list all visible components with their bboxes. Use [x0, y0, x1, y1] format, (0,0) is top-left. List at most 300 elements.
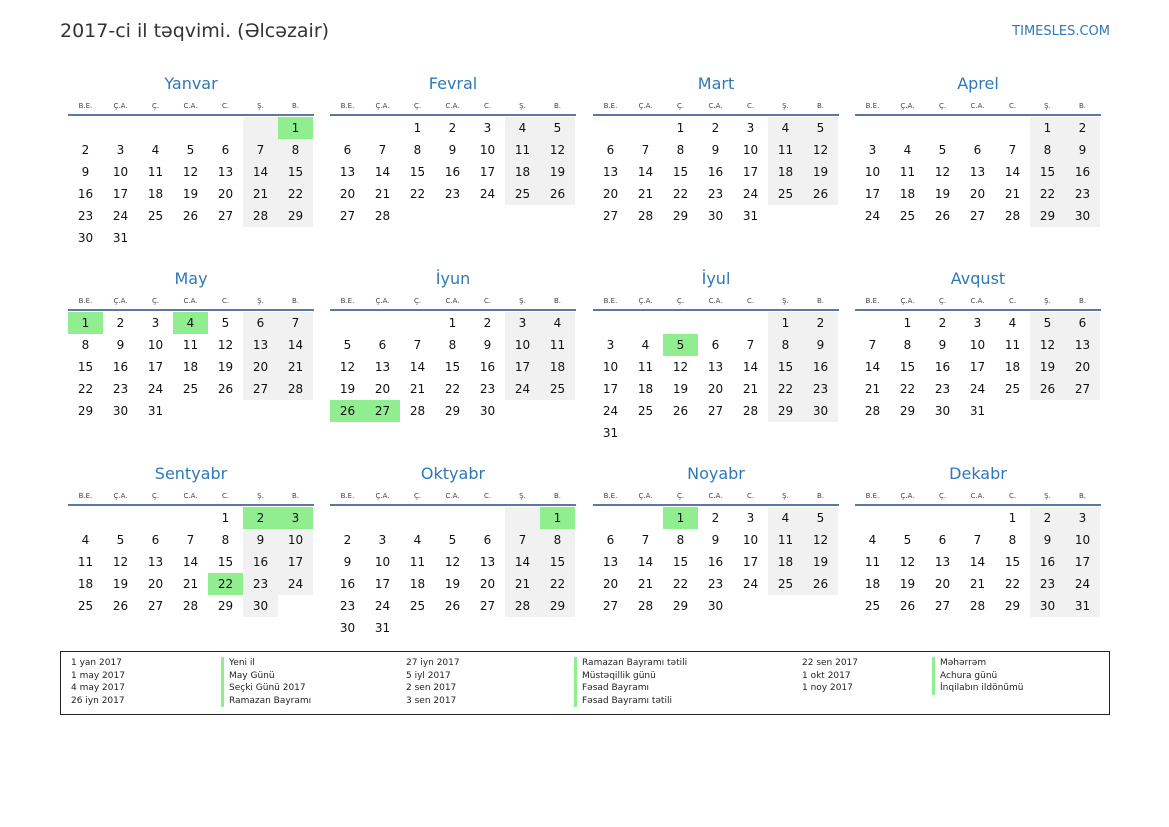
day-grid [855, 507, 1101, 617]
month-9 [68, 463, 314, 617]
day-cell: 3 [116, 143, 125, 157]
month-name: Sentyabr [154, 464, 228, 483]
weekday-label: Ç.A. [638, 492, 653, 500]
day-cell: 6 [151, 533, 160, 547]
day-cell: 20 [374, 382, 391, 396]
day-cell: 21 [278, 356, 313, 378]
day-cell: 9 [243, 529, 278, 551]
weekday-label: C. [746, 297, 755, 305]
day-cell: 1 [448, 316, 457, 330]
day-cell: 4 [868, 533, 877, 547]
month-name: Mart [697, 74, 735, 93]
day-cell: 26 [217, 382, 234, 396]
day-cell: 31 [969, 404, 986, 418]
day-cell: 23 [339, 599, 356, 613]
day-cell: 2 [116, 316, 125, 330]
day-cell: 28 [505, 595, 540, 617]
day-cell: 27 [339, 209, 356, 223]
day-cell: 14 [864, 360, 881, 374]
month-name: İyun [435, 269, 471, 288]
day-cell: 6 [221, 143, 230, 157]
day-cell: 19 [217, 360, 234, 374]
day-cell: 18 [899, 187, 916, 201]
weekday-label: B.E. [340, 102, 355, 110]
day-cell: 20 [934, 577, 951, 591]
day-cell: 14 [1004, 165, 1021, 179]
weekday-label: Ş. [1044, 492, 1051, 500]
day-cell: 27 [147, 599, 164, 613]
day-cell: 18 [1004, 360, 1021, 374]
day-cell: 6 [483, 533, 492, 547]
day-cell: 16 [112, 360, 129, 374]
month-name: Aprel [957, 74, 999, 93]
weekday-label: C.A. [970, 297, 985, 305]
day-cell: 15 [672, 555, 689, 569]
empty-cell [208, 117, 243, 139]
day-cell: 11 [864, 555, 881, 569]
legend-date: 22 sen 2017 [802, 658, 859, 668]
day-cell: 2 [448, 121, 457, 135]
day-cell: 17 [602, 382, 619, 396]
day-cell: 2 [81, 143, 90, 157]
empty-cell [365, 312, 400, 334]
day-cell: 24 [505, 378, 540, 400]
empty-cell [173, 117, 208, 139]
empty-cell [593, 312, 628, 334]
month-name: Oktyabr [420, 464, 486, 483]
day-cell: 15 [540, 551, 575, 573]
day-cell: 24 [742, 577, 759, 591]
weekday-label: Ç.A. [375, 102, 390, 110]
weekday-label: Ç. [938, 297, 947, 305]
legend-holiday-name: Fəsad Bayramı [574, 682, 649, 695]
empty-cell [365, 507, 400, 529]
day-cell: 4 [768, 507, 803, 529]
weekday-header [855, 488, 1101, 506]
brand-link[interactable]: TIMESLES.COM [1012, 24, 1110, 39]
day-cell: 22 [409, 187, 426, 201]
day-cell: 5 [540, 117, 575, 139]
day-cell: 26 [672, 404, 689, 418]
day-cell: 6 [711, 338, 720, 352]
weekday-label: B. [553, 492, 562, 500]
empty-cell [628, 507, 663, 529]
day-cell: 29 [1030, 205, 1065, 227]
day-cell: 13 [339, 165, 356, 179]
weekday-header [68, 488, 314, 506]
day-cell: 20 [969, 187, 986, 201]
day-cell: 12 [182, 165, 199, 179]
day-cell: 16 [444, 165, 461, 179]
day-cell: 8 [1030, 139, 1065, 161]
legend-holiday-name: Ramazan Bayramı [221, 695, 311, 708]
weekday-label: C.A. [445, 297, 460, 305]
day-cell: 2 [938, 316, 947, 330]
holiday-cell: 1 [278, 117, 313, 139]
day-cell: 11 [505, 139, 540, 161]
day-cell: 21 [637, 577, 654, 591]
day-cell: 23 [1030, 573, 1065, 595]
weekday-header [330, 488, 576, 506]
day-cell: 7 [641, 533, 650, 547]
day-cell: 23 [243, 573, 278, 595]
day-cell: 21 [742, 382, 759, 396]
weekday-label: Ç. [413, 297, 422, 305]
day-cell: 9 [116, 338, 125, 352]
day-cell: 30 [1030, 595, 1065, 617]
day-cell: 2 [711, 511, 720, 525]
day-cell: 2 [343, 533, 352, 547]
day-cell: 15 [444, 360, 461, 374]
day-cell: 13 [479, 555, 496, 569]
weekday-label: Ş. [257, 102, 264, 110]
day-cell: 14 [182, 555, 199, 569]
day-cell: 2 [803, 312, 838, 334]
weekday-label: Ş. [519, 492, 526, 500]
weekday-label: B.E. [603, 297, 618, 305]
day-cell: 20 [602, 577, 619, 591]
month-name: May [174, 269, 208, 288]
day-cell: 6 [1065, 312, 1100, 334]
legend-holiday-name: Fəsad Bayramı tətili [574, 695, 672, 708]
day-cell: 21 [864, 382, 881, 396]
day-cell: 11 [1004, 338, 1021, 352]
day-cell: 18 [768, 161, 803, 183]
empty-cell [68, 117, 103, 139]
day-cell: 26 [540, 183, 575, 205]
day-cell: 26 [1030, 378, 1065, 400]
weekday-label: B. [291, 297, 300, 305]
day-cell: 24 [864, 209, 881, 223]
legend-date: 1 okt 2017 [802, 670, 851, 681]
day-cell: 19 [934, 187, 951, 201]
month-name: Fevral [428, 74, 478, 93]
day-cell: 24 [602, 404, 619, 418]
day-cell: 13 [934, 555, 951, 569]
day-cell: 15 [768, 356, 803, 378]
month-12 [855, 463, 1101, 617]
weekday-label: B.E. [340, 297, 355, 305]
legend-holiday-name: Seçki Günü 2017 [221, 682, 306, 695]
day-cell: 15 [77, 360, 94, 374]
weekday-label: B. [553, 297, 562, 305]
empty-cell [698, 312, 733, 334]
empty-cell [925, 117, 960, 139]
day-cell: 22 [540, 573, 575, 595]
day-cell: 27 [934, 599, 951, 613]
legend-holiday-name: Yeni il [221, 657, 255, 670]
day-cell: 4 [641, 338, 650, 352]
day-cell: 24 [969, 382, 986, 396]
day-cell: 3 [1065, 507, 1100, 529]
day-cell: 17 [1065, 551, 1100, 573]
day-cell: 27 [602, 599, 619, 613]
day-cell: 1 [1008, 511, 1017, 525]
day-cell: 16 [77, 187, 94, 201]
legend-holiday-name: Müstəqillik günü [574, 670, 656, 683]
weekday-label: Ç. [676, 102, 685, 110]
weekday-label: C.A. [970, 492, 985, 500]
day-cell: 23 [803, 378, 838, 400]
day-cell: 26 [112, 599, 129, 613]
day-cell: 2 [483, 316, 492, 330]
weekday-label: C.A. [183, 102, 198, 110]
weekday-label: Ç.A. [900, 492, 915, 500]
legend-date: 2 sen 2017 [406, 683, 457, 693]
day-cell: 8 [221, 533, 230, 547]
day-cell: 23 [707, 577, 724, 591]
weekday-label: Ç. [938, 102, 947, 110]
weekday-label: C. [1008, 297, 1017, 305]
day-cell: 7 [868, 338, 877, 352]
day-cell: 9 [81, 165, 90, 179]
weekday-label: Ç. [676, 297, 685, 305]
day-cell: 9 [1065, 139, 1100, 161]
day-cell: 15 [899, 360, 916, 374]
day-cell: 3 [746, 511, 755, 525]
day-cell: 16 [243, 551, 278, 573]
day-cell: 1 [676, 121, 685, 135]
day-cell: 25 [540, 378, 575, 400]
weekday-label: Ç. [938, 492, 947, 500]
month-name: Yanvar [164, 74, 218, 93]
day-cell: 21 [182, 577, 199, 591]
day-cell: 16 [1030, 551, 1065, 573]
day-cell: 8 [81, 338, 90, 352]
day-grid [855, 312, 1101, 422]
day-cell: 27 [1065, 378, 1100, 400]
weekday-label: Ç.A. [375, 492, 390, 500]
day-cell: 18 [768, 551, 803, 573]
day-cell: 28 [278, 378, 313, 400]
empty-cell [960, 117, 995, 139]
day-cell: 9 [343, 555, 352, 569]
day-cell: 9 [1030, 529, 1065, 551]
weekday-label: Ş. [1044, 102, 1051, 110]
day-grid [68, 117, 314, 249]
legend-date: 3 sen 2017 [406, 695, 457, 706]
day-cell: 17 [742, 555, 759, 569]
month-4 [855, 73, 1101, 227]
weekday-header [330, 293, 576, 311]
month-7 [593, 268, 839, 444]
day-cell: 25 [768, 573, 803, 595]
day-cell: 11 [182, 338, 199, 352]
empty-cell [505, 507, 540, 529]
day-cell: 17 [374, 577, 391, 591]
empty-cell [593, 507, 628, 529]
weekday-label: Ş. [1044, 297, 1051, 305]
day-cell: 23 [1065, 183, 1100, 205]
weekday-label: Ş. [782, 492, 789, 500]
day-cell: 23 [707, 187, 724, 201]
empty-cell [925, 507, 960, 529]
empty-cell [663, 312, 698, 334]
day-cell: 7 [973, 533, 982, 547]
day-cell: 26 [182, 209, 199, 223]
weekday-label: Ç.A. [638, 297, 653, 305]
day-cell: 20 [217, 187, 234, 201]
weekday-label: B. [1078, 102, 1087, 110]
weekday-label: B. [816, 492, 825, 500]
holiday-cell: 22 [208, 573, 243, 595]
day-cell: 17 [278, 551, 313, 573]
month-1 [68, 73, 314, 249]
day-cell: 20 [602, 187, 619, 201]
day-cell: 18 [505, 161, 540, 183]
weekday-label: Ç. [151, 297, 160, 305]
day-cell: 28 [182, 599, 199, 613]
day-cell: 3 [483, 121, 492, 135]
empty-cell [628, 117, 663, 139]
day-cell: 8 [413, 143, 422, 157]
day-cell: 6 [938, 533, 947, 547]
day-cell: 28 [864, 404, 881, 418]
day-cell: 10 [505, 334, 540, 356]
empty-cell [628, 312, 663, 334]
day-cell: 29 [217, 599, 234, 613]
day-cell: 26 [803, 573, 838, 595]
day-cell: 26 [444, 599, 461, 613]
day-cell: 12 [803, 139, 838, 161]
day-cell: 12 [540, 139, 575, 161]
day-cell: 28 [742, 404, 759, 418]
empty-cell [68, 507, 103, 529]
empty-cell [890, 117, 925, 139]
day-cell: 30 [339, 621, 356, 635]
day-cell: 31 [602, 426, 619, 440]
day-cell: 25 [505, 183, 540, 205]
weekday-label: C. [746, 102, 755, 110]
day-cell: 10 [147, 338, 164, 352]
holiday-cell: 1 [663, 507, 698, 529]
day-cell: 31 [147, 404, 164, 418]
weekday-header [593, 293, 839, 311]
day-cell: 18 [409, 577, 426, 591]
empty-cell [855, 507, 890, 529]
day-cell: 16 [1065, 161, 1100, 183]
day-cell: 15 [1030, 161, 1065, 183]
empty-cell [960, 507, 995, 529]
day-cell: 27 [969, 209, 986, 223]
holiday-cell: 27 [365, 400, 400, 422]
day-cell: 13 [969, 165, 986, 179]
day-cell: 22 [444, 382, 461, 396]
day-cell: 30 [803, 400, 838, 422]
day-cell: 3 [868, 143, 877, 157]
month-10 [330, 463, 576, 639]
day-cell: 22 [899, 382, 916, 396]
month-11 [593, 463, 839, 617]
weekday-label: B.E. [78, 297, 93, 305]
day-cell: 21 [243, 183, 278, 205]
holiday-cell: 1 [68, 312, 103, 334]
day-cell: 29 [672, 209, 689, 223]
day-cell: 9 [711, 143, 720, 157]
day-cell: 10 [1065, 529, 1100, 551]
day-cell: 9 [448, 143, 457, 157]
day-cell: 11 [77, 555, 94, 569]
holiday-legend [60, 651, 1110, 715]
day-cell: 17 [112, 187, 129, 201]
day-cell: 20 [147, 577, 164, 591]
day-cell: 10 [742, 143, 759, 157]
month-name: Noyabr [687, 464, 745, 483]
day-cell: 14 [243, 161, 278, 183]
day-cell: 1 [903, 316, 912, 330]
day-cell: 13 [602, 165, 619, 179]
month-2 [330, 73, 576, 227]
day-cell: 14 [742, 360, 759, 374]
day-cell: 12 [803, 529, 838, 551]
day-cell: 27 [479, 599, 496, 613]
day-cell: 21 [969, 577, 986, 591]
legend-holiday-name: Məhərrəm [932, 657, 986, 670]
weekday-label: Ç. [413, 102, 422, 110]
day-cell: 16 [339, 577, 356, 591]
day-cell: 27 [602, 209, 619, 223]
weekday-label: B.E. [865, 102, 880, 110]
day-cell: 25 [864, 599, 881, 613]
day-cell: 19 [803, 161, 838, 183]
day-cell: 7 [378, 143, 387, 157]
day-cell: 19 [1030, 356, 1065, 378]
day-cell: 8 [1008, 533, 1017, 547]
day-cell: 13 [707, 360, 724, 374]
day-cell: 19 [803, 551, 838, 573]
day-cell: 3 [606, 338, 615, 352]
day-cell: 17 [479, 165, 496, 179]
day-cell: 8 [448, 338, 457, 352]
day-cell: 4 [903, 143, 912, 157]
day-cell: 24 [1065, 573, 1100, 595]
day-cell: 21 [1004, 187, 1021, 201]
weekday-label: B.E. [865, 492, 880, 500]
weekday-label: B.E. [78, 102, 93, 110]
day-cell: 27 [217, 209, 234, 223]
empty-cell [995, 117, 1030, 139]
day-cell: 9 [483, 338, 492, 352]
empty-cell [593, 117, 628, 139]
day-cell: 5 [803, 507, 838, 529]
day-cell: 8 [676, 143, 685, 157]
day-grid [330, 507, 576, 639]
day-cell: 23 [934, 382, 951, 396]
weekday-label: Ş. [519, 102, 526, 110]
day-cell: 13 [374, 360, 391, 374]
day-cell: 25 [1004, 382, 1021, 396]
day-cell: 14 [637, 165, 654, 179]
day-cell: 29 [899, 404, 916, 418]
day-cell: 10 [602, 360, 619, 374]
empty-cell [365, 117, 400, 139]
weekday-label: Ş. [782, 102, 789, 110]
day-cell: 3 [746, 121, 755, 135]
page-title: 2017-ci il təqvimi. (Əlcəzair) [60, 20, 330, 42]
day-cell: 4 [151, 143, 160, 157]
day-cell: 13 [1065, 334, 1100, 356]
day-cell: 1 [1030, 117, 1065, 139]
weekday-label: Ç. [676, 492, 685, 500]
day-cell: 10 [864, 165, 881, 179]
legend-holiday-name: Ramazan Bayramı tətili [574, 657, 687, 670]
day-cell: 20 [479, 577, 496, 591]
holiday-cell: 4 [173, 312, 208, 334]
day-cell: 24 [112, 209, 129, 223]
empty-cell [330, 312, 365, 334]
day-cell: 4 [505, 117, 540, 139]
day-cell: 15 [217, 555, 234, 569]
